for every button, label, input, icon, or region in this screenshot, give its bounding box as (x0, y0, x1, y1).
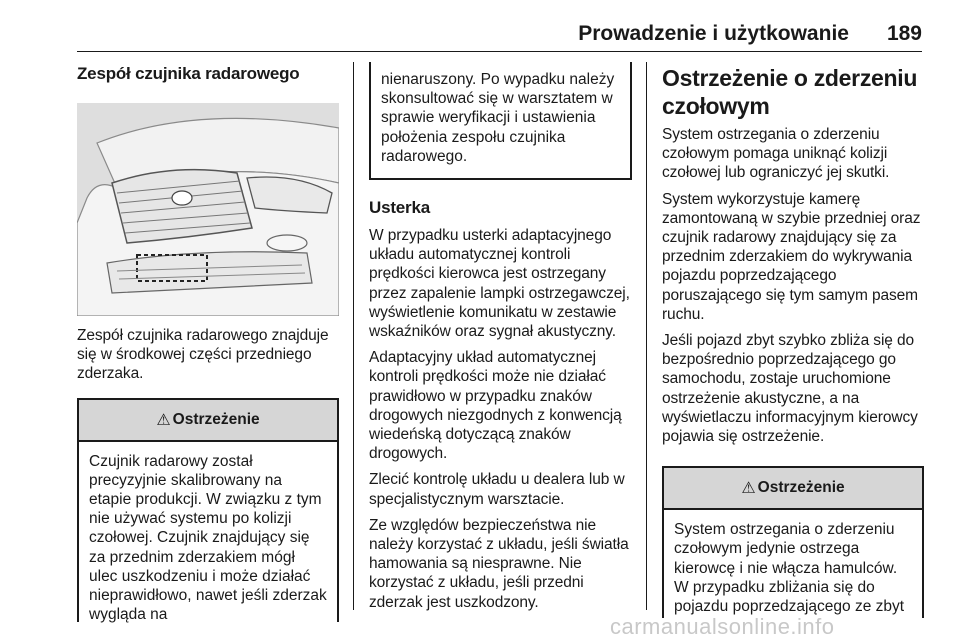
paragraph: Ze względów bezpieczeństwa nie należy korzystać z układu, jeśli światła hamowania są niesprawne. Nie korzystać z układu, jeśli przedni zderzak jest uszkodzony. (369, 516, 629, 611)
column-divider (353, 62, 354, 610)
page-number: 189 (886, 22, 922, 45)
warning-box (662, 466, 924, 618)
warning-header (664, 468, 922, 510)
car-front-drawing (77, 103, 339, 316)
warning-text: Czujnik radarowy został precyzyjnie skalibrowany na etapie produkcji. W związku z tym nie używać systemu po kolizji czołowej. Czujnik znajdujący się za przednim zderzakiem mógł ulec uszkodzeniu i może działać nieprawidłowo, nawet jeśli zderzak wygląda na (89, 452, 327, 624)
warning-title: Ostrzeżenie (172, 410, 260, 428)
image-caption: Zespół czujnika radarowego znajduje się w środkowej części przedniego zderzaka. (77, 327, 329, 383)
warning-text: System ostrzegania o zderzeniu czołowym jedynie ostrzega kierowcę i nie włącza hamulców. W przypadku zbliżania się do pojazdu poprzedzającego ze zbyt (674, 521, 905, 616)
header-rule (77, 51, 922, 52)
column-3 (662, 62, 924, 618)
header-title: Prowadzenie i użytkowanie (578, 22, 849, 45)
paragraph: System wykorzystuje kamerę zamontowaną w szybie przedniej oraz czujnik radarowy znajdujący się za przednim zderzakiem do wykrywania pojazdu poprzedzającego poruszającego się tym samym pasem ruchu. (662, 190, 921, 323)
column-2 (369, 68, 632, 619)
paragraph: System ostrzegania o zderzeniu czołowym pomaga uniknąć kolizji czołowej lub ograniczyć jej skutki. (662, 126, 890, 182)
warning-title: Ostrzeżenie (757, 479, 845, 497)
paragraph: Adaptacyjny układ automatycznej kontroli prędkości może nie działać prawidłowo w przypadku znaków drogowych niezgodnych z konwencją wiedeńską dotyczącą znaków drogowych. (369, 349, 622, 463)
warning-continuation: nienaruszony. Po wypadku należy skonsultować się w warsztatem w sprawie weryfikacji i ustawienia położenia zespołu czujnika radarowego. (369, 62, 632, 180)
car-front-illustration (77, 103, 339, 316)
section-title-collision: Ostrzeżenie o zderzeniu czołowym (662, 65, 918, 119)
section-title-fault: Usterka (369, 198, 430, 218)
warning-triangle-icon: ⚠ (156, 411, 171, 429)
warning-box (77, 398, 339, 622)
page-header (578, 22, 922, 46)
watermark: carmanualsonline.info (610, 614, 835, 639)
warning-triangle-icon: ⚠ (741, 480, 756, 498)
column-divider (646, 62, 647, 610)
column-1 (77, 62, 339, 622)
paragraph: Zlecić kontrolę układu u dealera lub w specjalistycznym warsztacie. (369, 471, 625, 508)
warning-header (79, 400, 337, 442)
paragraph: Jeśli pojazd zbyt szybko zbliża się do bezpośrednio poprzedzającego go samochodu, zostaje uruchomione ostrzeżenie akustyczne, a na wyświetlaczu informacyjnym kierowcy pojawia się ostrzeżenie. (662, 332, 918, 446)
paragraph: W przypadku usterki adaptacyjnego układu automatycznej kontroli prędkości kierowca jest ostrzegany przez zapalenie lampki ostrzegawczej, wyświetlenie komunikatu w zestawie wskaźników oraz sygnał akustyczny. (369, 227, 630, 341)
section-title-radar: Zespół czujnika radarowego (77, 64, 300, 83)
